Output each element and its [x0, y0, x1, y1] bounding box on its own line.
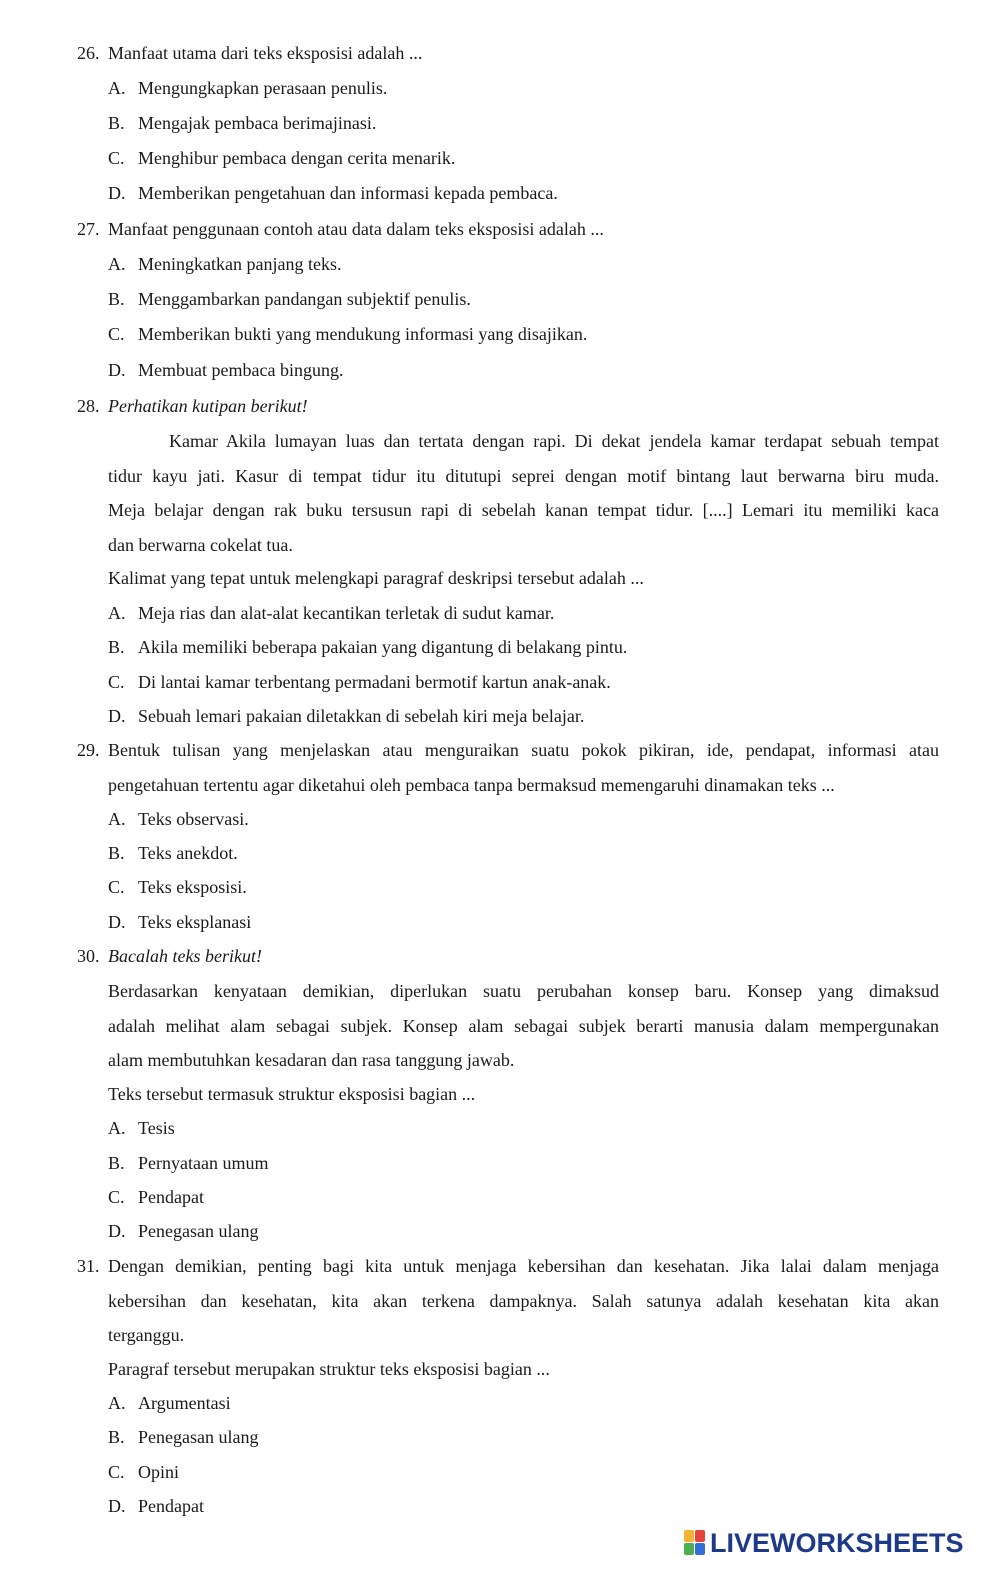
option-text: Menggambarkan pandangan subjektif penulis.	[138, 289, 471, 309]
passage-line: Berdasarkan kenyataan demikian, diperlukan suatu perubahan konsep baru. Konsep yang dimaksud	[108, 981, 939, 1001]
question-prompt: Teks tersebut termasuk struktur eksposisi bagian ...	[108, 1084, 476, 1104]
option-letter: C.	[108, 1187, 125, 1207]
question-text-line: terganggu.	[108, 1325, 185, 1345]
option-letter: C.	[108, 1462, 125, 1482]
option-letter: D.	[108, 1496, 126, 1516]
option-text: Mengajak pembaca berimajinasi.	[138, 113, 377, 133]
option-letter: A.	[108, 1118, 126, 1138]
option-letter: A.	[108, 78, 126, 98]
option-letter: D.	[108, 1221, 126, 1241]
option-text: Teks eksplanasi	[138, 912, 252, 932]
option-letter: B.	[108, 1153, 125, 1173]
option-text: Sebuah lemari pakaian diletakkan di sebelah kiri meja belajar.	[138, 706, 585, 726]
liveworksheets-logo[interactable]	[684, 1526, 964, 1560]
question-text-line: Bentuk tulisan yang menjelaskan atau menguraikan suatu pokok pikiran, ide, pendapat, informasi atau	[108, 740, 939, 760]
option-letter: B.	[108, 637, 125, 657]
option-letter: A.	[108, 254, 126, 274]
question-number: 28.	[77, 396, 100, 416]
option-letter: B.	[108, 843, 125, 863]
question-number: 31.	[77, 1256, 100, 1276]
option-letter: D.	[108, 912, 126, 932]
option-text: Di lantai kamar terbentang permadani bermotif kartun anak-anak.	[138, 672, 611, 692]
question-text	[108, 733, 939, 802]
option-text: Penegasan ulang	[138, 1221, 259, 1241]
option-letter: A.	[108, 1393, 126, 1413]
option-text: Pendapat	[138, 1496, 204, 1516]
option-text: Akila memiliki beberapa pakaian yang digantung di belakang pintu.	[138, 637, 628, 657]
option-text: Mengungkapkan perasaan penulis.	[138, 78, 388, 98]
option-text: Opini	[138, 1462, 180, 1482]
question-prompt: Kalimat yang tepat untuk melengkapi paragraf deskripsi tersebut adalah ...	[108, 568, 644, 588]
question-text-line: Dengan demikian, penting bagi kita untuk menjaga kebersihan dan kesehatan. Jika lalai dalam menjaga	[108, 1256, 939, 1276]
question-instruction: Bacalah teks berikut!	[108, 946, 262, 966]
question-text: Manfaat penggunaan contoh atau data dalam teks eksposisi adalah ...	[108, 219, 604, 239]
option-letter: C.	[108, 148, 125, 168]
option-text: Teks observasi.	[138, 809, 249, 829]
option-letter: D.	[108, 360, 126, 380]
passage-line: Meja belajar dengan rak buku tersusun rapi di sebelah kanan tempat tidur. [....] Lemari itu memiliki kaca	[108, 500, 939, 520]
option-text: Menghibur pembaca dengan cerita menarik.	[138, 148, 456, 168]
passage-line: tidur kayu jati. Kasur di tempat tidur itu ditutupi seprei dengan motif bintang laut berwarna biru muda.	[108, 465, 939, 486]
logo-wordmark: LIVEWORKSHEETS	[710, 1527, 964, 1558]
option-letter: D.	[108, 706, 126, 726]
option-letter: C.	[108, 672, 125, 692]
passage-line: adalah melihat alam sebagai subjek. Konsep alam sebagai subjek berarti manusia dalam mempergunakan	[108, 1015, 939, 1036]
option-text: Memberikan bukti yang mendukung informasi yang disajikan.	[138, 324, 588, 344]
question-number: 30.	[77, 946, 100, 966]
option-text: Pernyataan umum	[138, 1153, 269, 1173]
option-text: Penegasan ulang	[138, 1427, 259, 1447]
passage-line: alam membutuhkan kesadaran dan rasa tanggung jawab.	[108, 1050, 515, 1070]
option-text: Argumentasi	[138, 1393, 231, 1413]
question-text	[108, 1249, 939, 1353]
option-letter: B.	[108, 1427, 125, 1447]
question-number: 29.	[77, 740, 100, 760]
option-letter: C.	[108, 324, 125, 344]
question-text: Manfaat utama dari teks eksposisi adalah ...	[108, 43, 423, 63]
option-text: Teks eksposisi.	[138, 877, 247, 897]
question-number: 27.	[77, 219, 100, 239]
option-letter: C.	[108, 877, 125, 897]
option-text: Tesis	[138, 1118, 175, 1138]
passage-line: Kamar Akila lumayan luas dan tertata dengan rapi. Di dekat jendela kamar terdapat sebuah tempat	[169, 431, 939, 451]
option-text: Membuat pembaca bingung.	[138, 360, 344, 380]
question-text-line: pengetahuan tertentu agar diketahui oleh pembaca tanpa bermaksud memengaruhi dinamakan teks ...	[108, 774, 835, 795]
passage	[108, 974, 939, 1078]
question-text-line: kebersihan dan kesehatan, kita akan terkena dampaknya. Salah satunya adalah kesehatan kita akan	[108, 1290, 939, 1311]
option-letter: A.	[108, 809, 126, 829]
option-letter: B.	[108, 113, 125, 133]
option-text: Teks anekdot.	[138, 843, 238, 863]
option-text: Memberikan pengetahuan dan informasi kepada pembaca.	[138, 183, 558, 203]
option-text: Pendapat	[138, 1187, 204, 1207]
liveworksheets-logo-icon	[684, 1530, 706, 1556]
option-letter: D.	[108, 183, 126, 203]
option-text: Meja rias dan alat-alat kecantikan terletak di sudut kamar.	[138, 603, 555, 623]
question-instruction: Perhatikan kutipan berikut!	[108, 396, 308, 416]
option-letter: B.	[108, 289, 125, 309]
passage-line: dan berwarna cokelat tua.	[108, 534, 293, 555]
question-number: 26.	[77, 43, 100, 63]
passage	[108, 424, 939, 562]
question-prompt: Paragraf tersebut merupakan struktur teks eksposisi bagian ...	[108, 1359, 550, 1379]
option-text: Meningkatkan panjang teks.	[138, 254, 342, 274]
option-letter: A.	[108, 603, 126, 623]
